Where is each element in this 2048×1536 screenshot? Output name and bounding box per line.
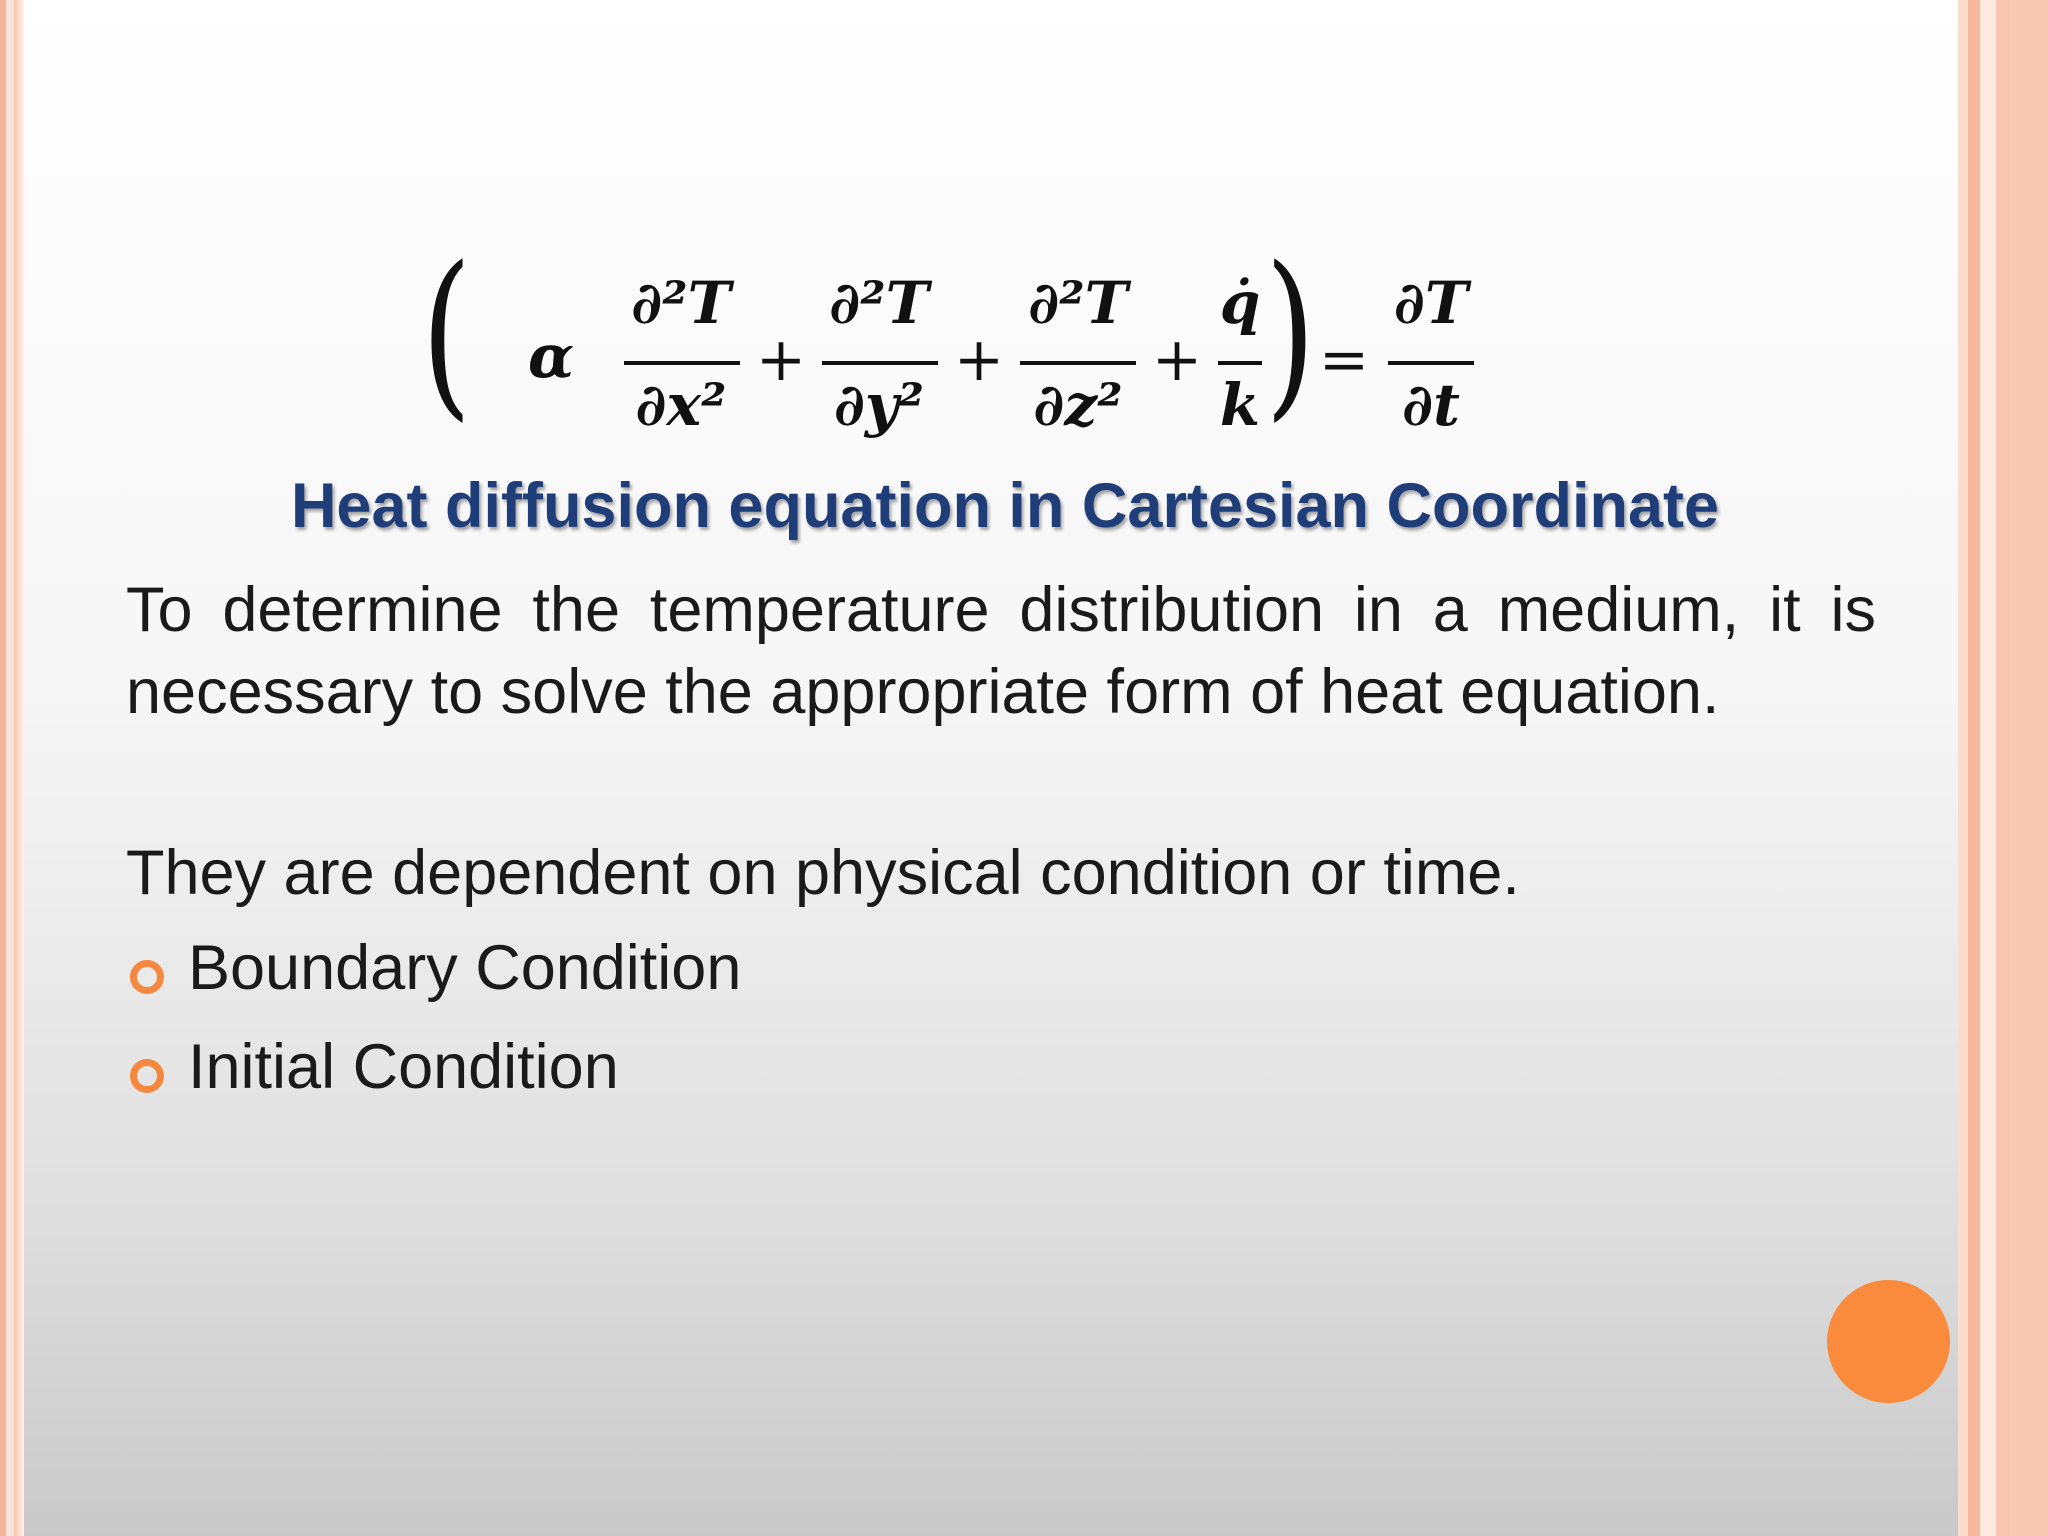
- plus-sign: +: [953, 325, 1005, 395]
- heat-equation: [0, 255, 2048, 465]
- right-border-stripe: [1968, 0, 1980, 1536]
- plus-sign: +: [1151, 325, 1203, 395]
- rhs-denominator: ∂t: [1402, 371, 1460, 439]
- term4-denominator: k: [1219, 371, 1261, 439]
- dependency-paragraph: They are dependent on physical condition or time.: [126, 838, 1520, 908]
- term2-denominator: ∂y²: [833, 371, 925, 439]
- open-paren: (: [421, 255, 472, 438]
- term3-numerator: ∂²T: [1028, 269, 1128, 337]
- right-border-stripe: [1958, 0, 1968, 1536]
- equation-caption: Heat diffusion equation in Cartesian Coordinate: [290, 471, 1720, 541]
- orange-circle-decoration: [1827, 1280, 1950, 1403]
- term2-numerator: ∂²T: [829, 269, 929, 337]
- term1-denominator: ∂x²: [635, 371, 727, 439]
- right-border-stripe: [1980, 0, 1996, 1536]
- right-border-stripe: [1996, 0, 2010, 1536]
- term3-denominator: ∂z²: [1033, 371, 1123, 439]
- term4-numerator: q̇: [1219, 269, 1261, 337]
- left-border-stripe: [0, 0, 24, 1536]
- plus-sign: +: [755, 325, 807, 395]
- term1-numerator: ∂²T: [631, 269, 731, 337]
- intro-paragraph: To determine the temperature distribution in a medium, it is necessary to solve the appropriate form of heat equation.: [126, 575, 1876, 727]
- circle-bullet-icon: [130, 960, 164, 994]
- equals-sign: =: [1318, 325, 1370, 395]
- right-border-stripe: [2010, 0, 2048, 1536]
- close-paren: ): [1265, 255, 1316, 438]
- circle-bullet-icon: [130, 1059, 164, 1093]
- alpha-symbol: α: [528, 322, 575, 392]
- rhs-numerator: ∂T: [1393, 269, 1469, 337]
- bullet-text: Boundary Condition: [188, 933, 742, 1003]
- bullet-text: Initial Condition: [188, 1032, 619, 1102]
